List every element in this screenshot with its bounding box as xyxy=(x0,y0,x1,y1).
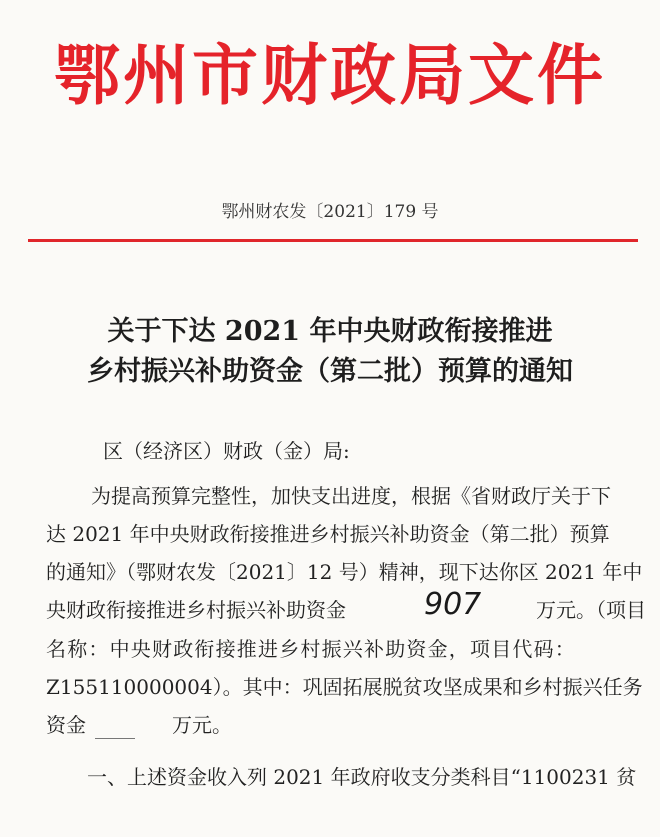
document-number: 鄂州财农发〔2021〕179 号 xyxy=(221,202,439,222)
body-line-6: Z155110000004）。其中：巩固拓展脱贫攻坚成果和乡村振兴任务 xyxy=(46,675,643,699)
body-line-7-prefix: 资金 xyxy=(46,713,86,737)
amount-blank-line xyxy=(95,738,135,739)
body-line-4 xyxy=(46,587,646,622)
body-line-1: 为提高预算完整性，加快支出进度，根据《省财政厅关于下 xyxy=(91,484,611,508)
body-line-7-suffix: 万元。 xyxy=(172,713,232,737)
body-line-4-prefix: 央财政衔接推进乡村振兴补助资金 xyxy=(46,598,346,622)
notice-title-line-2: 乡村振兴补助资金（第二批）预算的通知 xyxy=(87,356,573,387)
header-red-divider xyxy=(28,239,638,242)
body-line-5: 名称：中央财政衔接推进乡村振兴补助资金，项目代码： xyxy=(46,637,576,661)
body-line-4-suffix: 万元。（项目 xyxy=(536,598,646,622)
document-header-title: 鄂州市财政局文件 xyxy=(54,37,606,114)
handwritten-amount: 907 xyxy=(424,587,482,622)
body-line-2: 达 2021 年中央财政衔接推进乡村振兴补助资金（第二批）预算 xyxy=(46,522,610,546)
body-line-7 xyxy=(46,713,232,737)
body-line-3: 的通知》（鄂财农发〔2021〕12 号）精神，现下达你区 2021 年中 xyxy=(46,560,643,584)
body-line-8: 一、上述资金收入列 2021 年政府收支分类科目“1100231 贫 xyxy=(87,765,637,789)
notice-title-line-1: 关于下达 2021 年中央财政衔接推进 xyxy=(107,316,553,347)
salutation: 区（经济区）财政（金）局: xyxy=(103,439,350,463)
